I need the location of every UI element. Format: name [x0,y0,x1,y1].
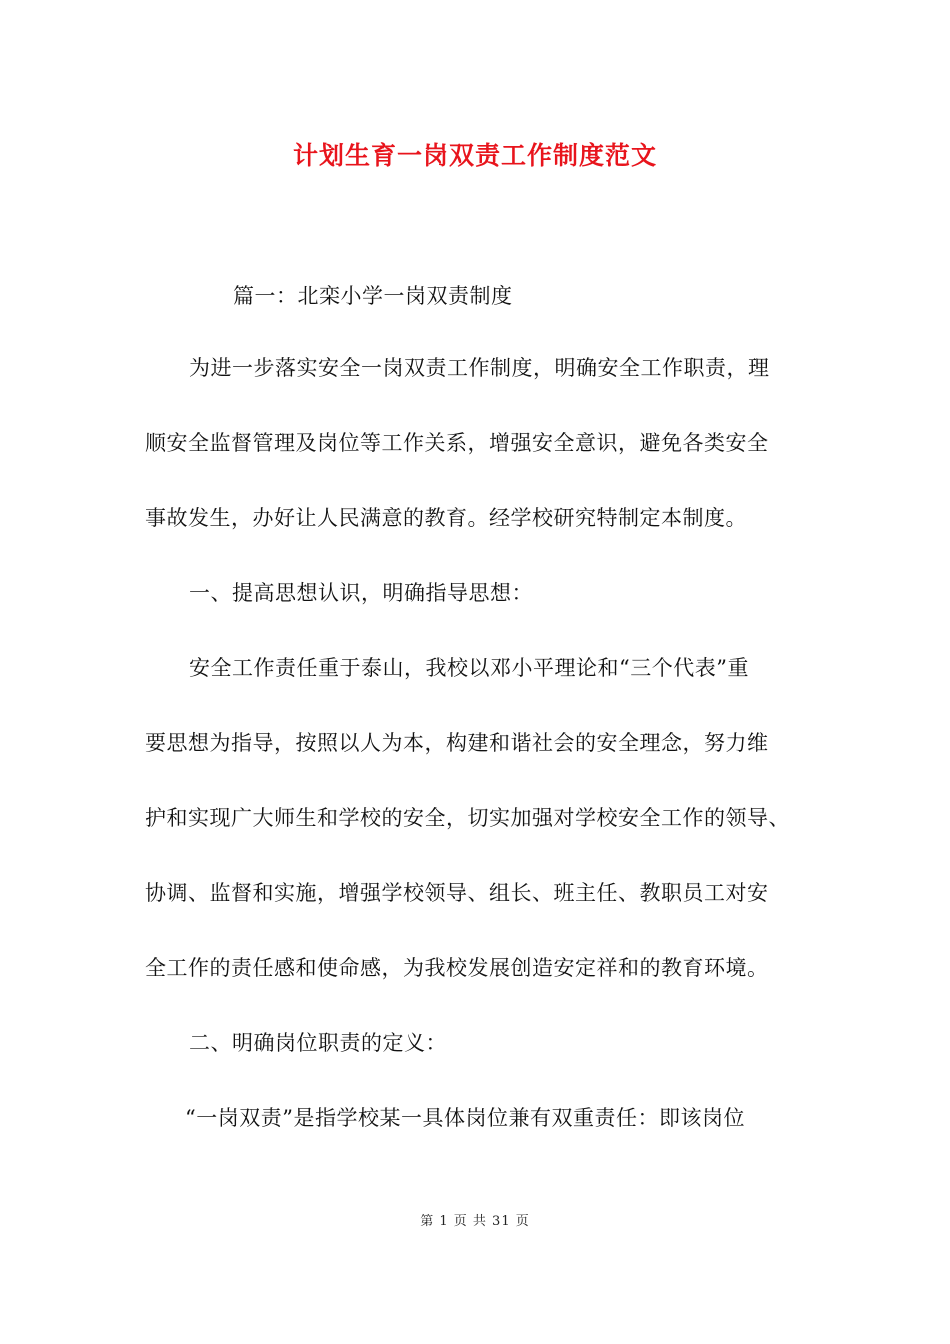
paragraph-line: 事故发生，办好让人民满意的教育。经学校研究特制定本制度。 [145,506,747,530]
paragraph-line: 为进一步落实安全一岗双责工作制度，明确安全工作职责，理 [189,356,770,380]
paragraph-line: “一岗双责”是指学校某一具体岗位兼有双重责任：即该岗位 [185,1106,745,1130]
paragraph-line: 护和实现广大师生和学校的安全，切实加强对学校安全工作的领导、 [145,806,790,830]
section-heading: 二、明确岗位职责的定义： [189,1031,447,1055]
paragraph-line: 顺安全监督管理及岗位等工作关系，增强安全意识，避免各类安全 [145,431,769,455]
section-heading: 篇一：北栾小学一岗双责制度 [233,284,513,308]
paragraph-line: 全工作的责任感和使命感，为我校发展创造安定祥和的教育环境。 [145,956,769,980]
page-title: 计划生育一岗双责工作制度范文 [292,141,657,170]
section-heading: 一、提高思想认识，明确指导思想： [189,581,533,605]
paragraph-line: 安全工作责任重于泰山，我校以邓小平理论和“三个代表”重 [189,656,749,680]
page-number: 第 1 页 共 31 页 [420,1214,530,1229]
paragraph-line: 要思想为指导，按照以人为本，构建和谐社会的安全理念，努力维 [145,731,769,755]
paragraph-line: 协调、监督和实施，增强学校领导、组长、班主任、教职员工对安 [145,881,769,905]
